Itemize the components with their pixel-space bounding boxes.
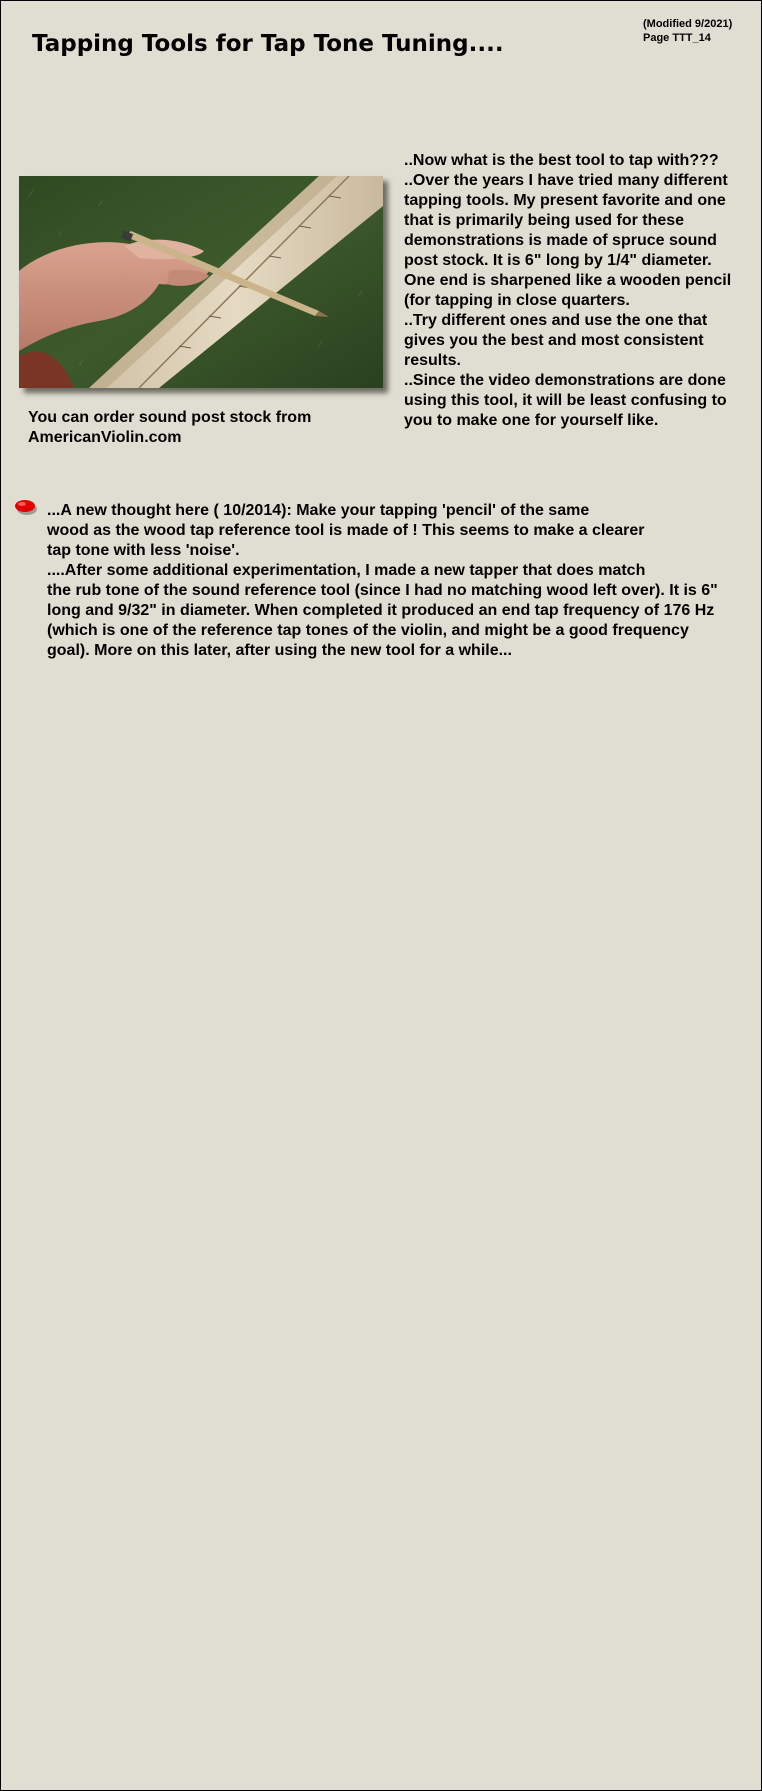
photo-caption <box>28 408 311 448</box>
lower-line-7: (which is one of the reference tap tones of the violin, and might be a good frequency <box>47 622 689 639</box>
right-paragraph-2: ..Over the years I have tried many different tapping tools. My present favorite and one that is primarily being used for these demonstrations is made of spruce sound post stock. It is 6" long by 1/4" diameter. One end is sharpened like a wooden pencil (for tapping in close quarters. <box>404 172 732 309</box>
right-column-text <box>404 151 734 431</box>
page-id: Page TTT_14 <box>643 32 711 44</box>
modified-date: (Modified 9/2021) <box>643 18 733 30</box>
lower-section-text <box>47 501 737 661</box>
lower-line-3: tap tone with less 'noise'. <box>47 542 240 559</box>
lower-line-8: goal). More on this later, after using the new tool for a while... <box>47 642 512 659</box>
lower-line-6: long and 9/32" in diameter. When completed it produced an end tap frequency of 176 Hz <box>47 602 715 619</box>
red-oval-bullet-icon <box>15 499 35 513</box>
lower-line-4: ....After some additional experimentation, I made a new tapper that does match <box>47 562 646 579</box>
right-paragraph-3: ..Try different ones and use the one that gives you the best and most consistent results. <box>404 312 708 369</box>
right-paragraph-1: ..Now what is the best tool to tap with??? <box>404 152 719 169</box>
caption-line-1: You can order sound post stock from <box>28 409 312 426</box>
lower-paragraph <box>47 501 737 661</box>
lower-line-1: ...A new thought here ( 10/2014): Make your tapping 'pencil' of the same <box>47 502 590 519</box>
page-title: Tapping Tools for Tap Tone Tuning.... <box>32 31 504 57</box>
tapping-tool-photo <box>19 176 383 388</box>
right-paragraph-4: ..Since the video demonstrations are done using this tool, it will be least confusing to you to make one for yourself like. <box>404 372 727 429</box>
caption-link[interactable]: AmericanViolin.com <box>28 429 182 446</box>
tapping-tool-photo-image <box>19 176 383 388</box>
lower-line-5: the rub tone of the sound reference tool (since I had no matching wood left over). It is 6" <box>47 582 718 599</box>
lower-line-2: wood as the wood tap reference tool is made of ! This seems to make a clearer <box>47 522 645 539</box>
modified-note <box>643 17 732 45</box>
